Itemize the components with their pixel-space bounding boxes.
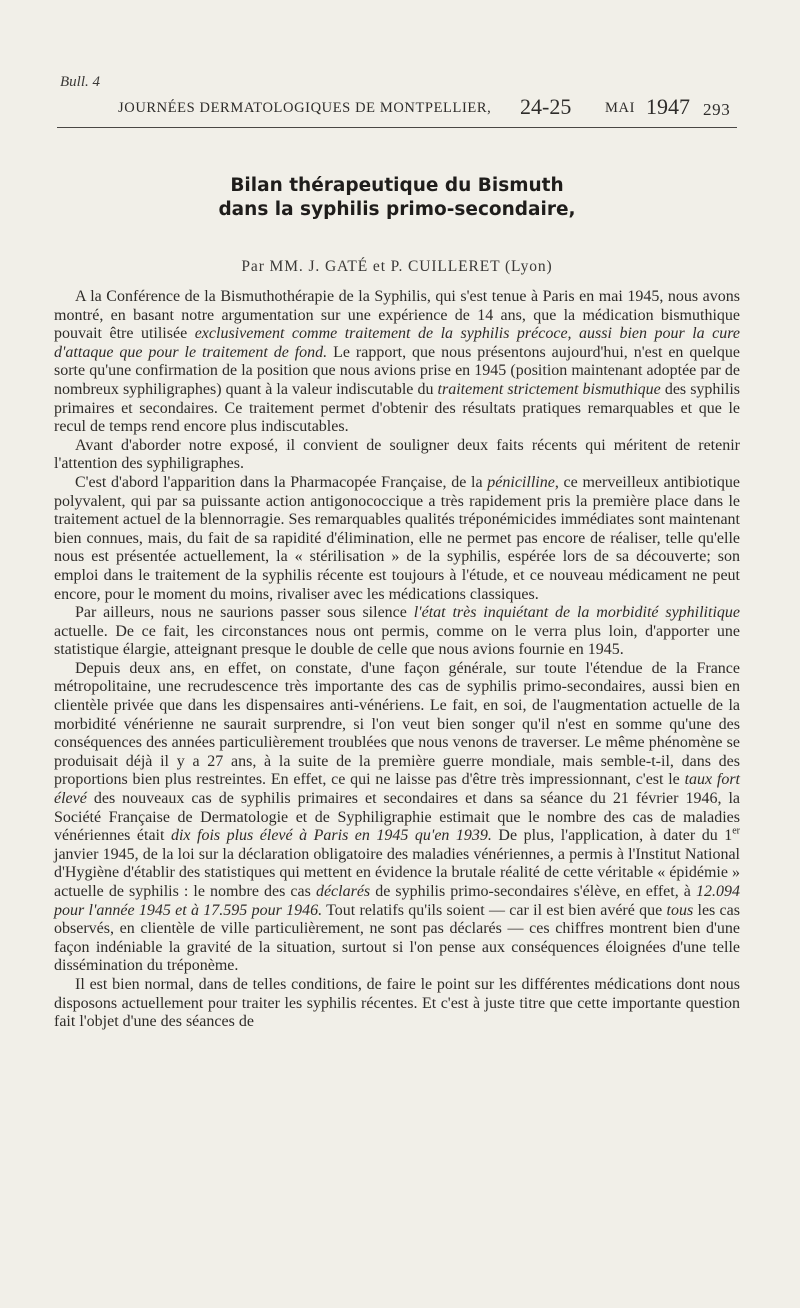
text-run: de syphilis primo-secondaires s'élève, en effet, à bbox=[370, 883, 696, 900]
article-authors: Par MM. J. GATÉ et P. CUILLERET (Lyon) bbox=[241, 258, 553, 275]
text-run: C'est d'abord l'apparition dans la Pharmacopée Française, de la bbox=[75, 473, 488, 491]
article-body bbox=[54, 288, 740, 1032]
text-run: Le rapport, que nous présentons aujourd'hui, n'est en quelque sorte qu'une confirmation de la position que nous avions prise en 1945 (position maintenant adoptée par de nombreux syphiligraphes) quant à la valeur indiscutable du bbox=[54, 343, 740, 398]
text-run: Tout relatifs qu'ils soient — car il est bien avéré que bbox=[322, 901, 667, 919]
text-run: A la Conférence de la Bismuthothérapie de la Syphilis, qui s'est tenue à Paris en mai 1945, nous avons montré, en basant notre argumentation sur une expérience de 14 ans, que la médication bismuthique pouvait être utilisée bbox=[54, 288, 740, 343]
text-run: , ce merveilleux antibiotique polyvalent, qui par sa puissante action antigonococcique a très rapidement pris la première place dans le traitement actuel de la blennorragie. Ses remarquables qualités tréponémicides immédiates sont maintenant bien connues, mais, du fait de sa rapidité d'élimination, elle ne permet pas encore de réaliser, telle qu'elle nous est présentée actuellement, la « stérilisation » de la syphilis, espérée lors de sa découverte; son emploi dans le traitement de la syphilis récente est toujours à l'étude, et ce nouveau médicament ne peut encore, pour le moment du moins, rivaliser avec les médications classiques. bbox=[54, 473, 741, 603]
italic-text: déclarés bbox=[315, 883, 371, 900]
meeting-month: MAI bbox=[605, 100, 635, 116]
running-head bbox=[118, 96, 740, 122]
italic-text: dix fois plus élevé à Paris en 1945 qu'en 1939. bbox=[170, 827, 492, 845]
superscript-text: er bbox=[732, 825, 741, 837]
title-line-1: Bilan thérapeutique du Bismuth bbox=[230, 175, 564, 196]
meeting-year: 1947 bbox=[646, 94, 690, 119]
text-run: des syphilis primaires et secondaires. Ce traitement permet d'obtenir des résultats pratiques remarquables et que le recul de temps rend encore plus indiscutables. bbox=[54, 380, 740, 436]
paragraph bbox=[54, 660, 740, 976]
meeting-dates: 24-25 bbox=[520, 94, 572, 119]
paragraph bbox=[54, 604, 740, 660]
header-rule bbox=[57, 127, 737, 128]
text-run: Depuis deux ans, en effet, on constate, d'une façon générale, sur toute l'étendue de la France métropolitaine, une recrudescence très importante des cas de syphilis primo-secondaires, aussi bien en clientèle privée que dans les dispensaires anti-vénériens. Le fait, en soi, de l'augmentation actuelle de la morbidité vénérienne ne saurait surprendre, si l'on veut bien songer qu'il n'est en somme qu'une des conséquences des années particulièrement troublées que nous venons de traverser. Le même phénomène se produisait déjà il y a 27 ans, à la suite de la première guerre mondiale, mais semble-t-il, dans des proportions bien plus restreintes. En effet, ce qui ne laisse pas d'être très impressionnant, c'est le bbox=[54, 659, 740, 789]
italic-text: taux fort élevé bbox=[54, 771, 740, 808]
paragraph bbox=[54, 976, 740, 1032]
text-run: De plus, l'application, à dater du 1 bbox=[491, 827, 733, 845]
paragraph bbox=[54, 437, 740, 474]
italic-text: traitement strictement bismuthique bbox=[437, 380, 661, 398]
italic-text: l'état très inquiétant de la morbidité syphilitique bbox=[413, 604, 740, 622]
text-run: Avant d'aborder notre exposé, il convient de souligner deux faits récents qui méritent de retenir l'attention des syphiligraphes. bbox=[54, 436, 740, 473]
text-run: actuelle. De ce fait, les circonstances nous ont permis, comme on le verra plus loin, d'apporter une statistique élargie, atteignant presque le double de celle que nous avions fournie en 1945. bbox=[54, 622, 740, 659]
italic-text: exclusivement comme traitement de la syphilis précoce, aussi bien pour la cure d'attaque que pour le traitement de fond. bbox=[54, 325, 741, 361]
italic-text: tous bbox=[666, 901, 694, 919]
text-run: Par ailleurs, nous ne saurions passer sous silence bbox=[75, 604, 414, 622]
italic-text: 12.094 pour l'année 1945 et à 17.595 pour 1946. bbox=[54, 883, 740, 919]
text-run: des nouveaux cas de syphilis primaires et secondaires et dans sa séance du 21 février 1946, la Société Française de Dermatologie et de Syphiligraphie estimait que le nombre des cas de maladies vénériennes était bbox=[54, 790, 740, 845]
paragraph bbox=[54, 474, 740, 604]
text-run: janvier 1945, de la loi sur la déclaration obligatoire des maladies vénériennes, a permis à l'Institut National d'Hygiène d'établir des statistiques qui mettent en évidence la brutale réalité de cette véritable « épidémie » actuelle de syphilis : le nombre des cas bbox=[54, 845, 740, 900]
text-run: les cas observés, en clientèle de ville particulièrement, ne sont pas déclarés — ces chiffres montrent bien d'une façon indéniable la gravité de la situation, surtout si l'on pense aux conséquences éloignées d'une telle dissémination du tréponème. bbox=[54, 901, 740, 975]
bulletin-number: Bull. 4 bbox=[60, 74, 100, 90]
journal-title: JOURNÉES DERMATOLOGIQUES DE MONTPELLIER, bbox=[118, 100, 492, 116]
paragraph bbox=[54, 288, 740, 437]
text-run: Il est bien normal, dans de telles conditions, de faire le point sur les différentes médications dont nous disposons actuellement pour traiter les syphilis récentes. Et c'est à juste titre que cette importante question fait l'objet d'une des séances de bbox=[54, 975, 740, 1031]
title-line-2: dans la syphilis primo-secondaire, bbox=[218, 199, 576, 220]
italic-text: pénicilline bbox=[487, 473, 555, 491]
article-title bbox=[57, 174, 737, 222]
page-number: 293 bbox=[703, 100, 731, 119]
